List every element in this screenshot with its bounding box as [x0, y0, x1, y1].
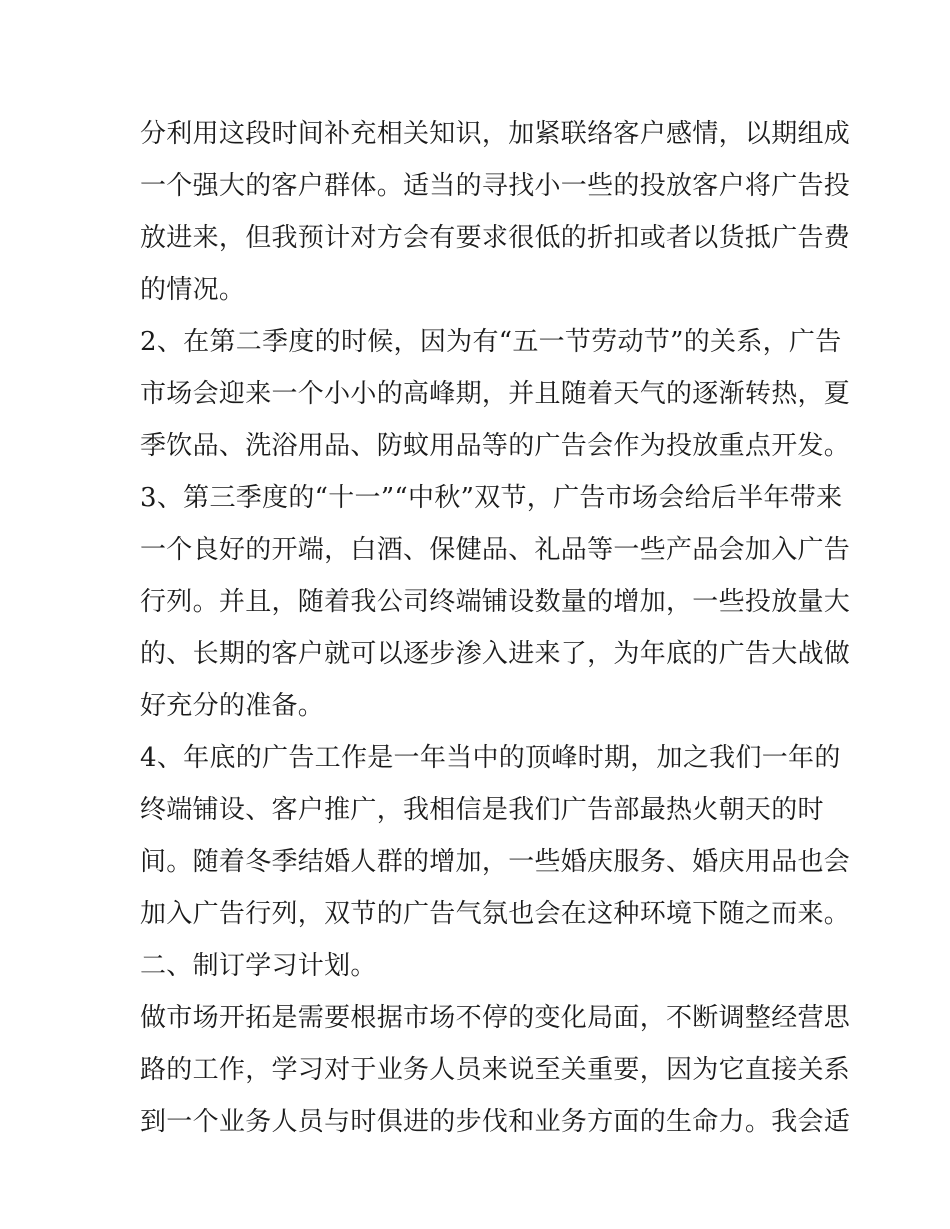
text-line: 放进来，但我预计对方会有要求很低的折扣或者以货抵广告费 [140, 223, 851, 253]
text-line: 3、第三季度的“十一”“中秋”双节，广告市场会给后半年带来 [140, 483, 843, 513]
text-line: 4、年底的广告工作是一年当中的顶峰时期，加之我们一年的 [140, 743, 841, 773]
text-line: 的情况。 [140, 275, 246, 305]
document-body [140, 108, 851, 1148]
text-line: 分利用这段时间补充相关知识，加紧联络客户感情，以期组成 [140, 119, 851, 149]
text-line: 2、在第二季度的时候，因为有“五一节劳动节”的关系，广告 [140, 327, 842, 357]
text-line: 路的工作，学习对于业务人员来说至关重要，因为它直接关系 [140, 1055, 851, 1085]
text-line: 终端铺设、客户推广，我相信是我们广告部最热火朝天的时 [140, 795, 824, 825]
text-line: 一个良好的开端，白酒、保健品、礼品等一些产品会加入广告 [140, 535, 851, 565]
text-line: 行列。并且，随着我公司终端铺设数量的增加，一些投放量大 [140, 587, 851, 617]
text-line: 的、长期的客户就可以逐步渗入进来了，为年底的广告大战做 [140, 639, 851, 669]
text-line: 间。随着冬季结婚人群的增加，一些婚庆服务、婚庆用品也会 [140, 847, 851, 877]
text-line: 好充分的准备。 [140, 691, 325, 721]
text-line: 做市场开拓是需要根据市场不停的变化局面，不断调整经营思 [140, 1003, 851, 1033]
text-line: 加入广告行列，双节的广告气氛也会在这种环境下随之而来。 [140, 899, 851, 929]
text-line: 季饮品、洗浴用品、防蚊用品等的广告会作为投放重点开发。 [140, 431, 851, 461]
section-heading: 二、制订学习计划。 [140, 951, 377, 981]
text-line: 一个强大的客户群体。适当的寻找小一些的投放客户将广告投 [140, 171, 851, 201]
text-line: 到一个业务人员与时俱进的步伐和业务方面的生命力。我会适 [140, 1107, 851, 1137]
text-line: 市场会迎来一个小小的高峰期，并且随着天气的逐渐转热，夏 [140, 379, 851, 409]
